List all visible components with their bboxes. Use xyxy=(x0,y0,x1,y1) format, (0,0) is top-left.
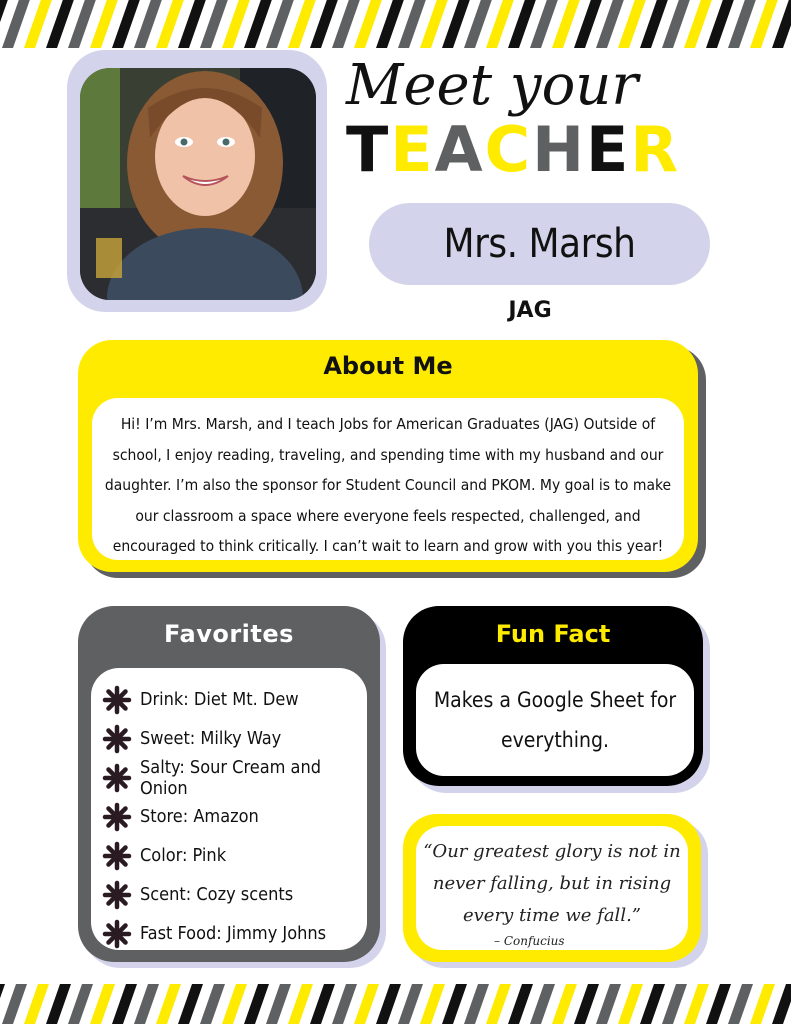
favorite-item-text: Salty: Sour Cream and Onion xyxy=(140,756,322,799)
stripe xyxy=(574,0,602,48)
favorite-item-text: Scent: Cozy scents xyxy=(140,884,294,905)
stripe xyxy=(662,984,687,1024)
stripe xyxy=(354,984,379,1024)
stripe xyxy=(68,0,96,48)
title-letter: C xyxy=(484,113,533,186)
favorite-item xyxy=(102,797,372,836)
title-letter: R xyxy=(630,113,681,186)
top-stripe-border xyxy=(0,0,791,48)
stripe xyxy=(750,984,775,1024)
stripe xyxy=(288,984,313,1024)
stripe xyxy=(464,984,489,1024)
stripe xyxy=(376,0,404,48)
stripe xyxy=(618,984,643,1024)
stripe xyxy=(420,984,445,1024)
favorite-item-text: Color: Pink xyxy=(140,845,227,866)
stripe xyxy=(574,984,599,1024)
stripe xyxy=(68,984,93,1024)
title-letter: T xyxy=(346,113,391,186)
stripe xyxy=(486,0,514,48)
stripe xyxy=(178,984,203,1024)
stripe xyxy=(46,984,71,1024)
stripe xyxy=(244,0,272,48)
stripe xyxy=(24,0,52,48)
stripe xyxy=(178,0,206,48)
asterisk-icon xyxy=(102,919,132,949)
stripe xyxy=(662,0,690,48)
teacher-photo xyxy=(80,68,316,300)
bottom-stripe-border xyxy=(0,984,791,1024)
teacher-name: Mrs. Marsh xyxy=(369,203,710,285)
favorites-list xyxy=(102,680,372,953)
stripe xyxy=(310,984,335,1024)
stripe xyxy=(200,0,228,48)
stripe xyxy=(332,0,360,48)
stripe xyxy=(442,984,467,1024)
stripe xyxy=(266,984,291,1024)
stripe xyxy=(640,984,665,1024)
title-letter: E xyxy=(390,113,435,186)
fun-fact-title: Fun Fact xyxy=(495,620,611,648)
favorite-item-text: Fast Food: Jimmy Johns xyxy=(140,923,327,944)
stripe xyxy=(398,0,426,48)
stripe xyxy=(376,984,401,1024)
about-title: About Me xyxy=(323,352,453,380)
stripe xyxy=(596,0,624,48)
stripe xyxy=(90,984,115,1024)
asterisk-icon xyxy=(102,763,132,793)
favorites-title: Favorites xyxy=(164,620,294,648)
stripe xyxy=(530,0,558,48)
favorite-item xyxy=(102,836,372,875)
stripe xyxy=(244,984,269,1024)
stripe xyxy=(222,984,247,1024)
stripe xyxy=(508,984,533,1024)
stripe xyxy=(618,0,646,48)
favorite-item xyxy=(102,719,372,758)
meet-your-text: Meet your xyxy=(346,53,639,118)
asterisk-icon xyxy=(102,685,132,715)
stripe xyxy=(728,0,756,48)
favorite-item xyxy=(102,680,372,719)
stripe xyxy=(464,0,492,48)
stripe xyxy=(684,0,712,48)
stripe xyxy=(2,0,30,48)
stripe xyxy=(420,0,448,48)
favorite-item-text: Sweet: Milky Way xyxy=(140,728,282,749)
stripe xyxy=(706,0,734,48)
stripe xyxy=(46,0,74,48)
fun-fact-text: Makes a Google Sheet for everything. xyxy=(433,688,677,752)
stripe xyxy=(200,984,225,1024)
favorite-item xyxy=(102,758,372,797)
stripe xyxy=(552,984,577,1024)
stripe xyxy=(112,0,140,48)
title-letter: E xyxy=(586,113,631,186)
asterisk-icon xyxy=(102,802,132,832)
stripe xyxy=(134,0,162,48)
stripe xyxy=(156,0,184,48)
stripe xyxy=(596,984,621,1024)
subject-label: JAG xyxy=(508,298,552,323)
asterisk-icon xyxy=(102,880,132,910)
favorite-item xyxy=(102,914,372,953)
stripe xyxy=(442,0,470,48)
stripe xyxy=(156,984,181,1024)
favorite-item-text: Drink: Diet Mt. Dew xyxy=(140,689,299,710)
quote-text: “Our greatest glory is not in never falling, but in rising every time we fall.” xyxy=(423,841,681,926)
stripe xyxy=(728,984,753,1024)
stripe xyxy=(486,984,511,1024)
stripe xyxy=(552,0,580,48)
stripe xyxy=(310,0,338,48)
stripe xyxy=(288,0,316,48)
stripe xyxy=(530,984,555,1024)
stripe xyxy=(750,0,778,48)
asterisk-icon xyxy=(102,841,132,871)
stripe xyxy=(332,984,357,1024)
title-letter: H xyxy=(532,113,587,186)
teacher-title xyxy=(346,113,681,186)
stripe xyxy=(772,984,791,1024)
stripe xyxy=(684,984,709,1024)
asterisk-icon xyxy=(102,724,132,754)
quote-author: – Confucius xyxy=(494,934,565,948)
stripe xyxy=(706,984,731,1024)
stripe xyxy=(112,984,137,1024)
favorite-item-text: Store: Amazon xyxy=(140,806,259,827)
stripe xyxy=(134,984,159,1024)
stripe xyxy=(640,0,668,48)
stripe xyxy=(266,0,294,48)
about-text: Hi! I’m Mrs. Marsh, and I teach Jobs for American Graduates (JAG) Outside of school, I enjoy reading, traveling, and spending time with my husband and our daughter. I’m also the sponsor for Student Council and PKOM. My goal is to make our classroom a space where everyone feels respected, challenged, and encouraged to think critically. I can’t wait to learn and grow with you this year! xyxy=(104,415,672,555)
title-letter: A xyxy=(434,113,485,186)
stripe xyxy=(90,0,118,48)
stripe xyxy=(508,0,536,48)
stripe xyxy=(24,984,49,1024)
stripe xyxy=(354,0,382,48)
stripe xyxy=(2,984,27,1024)
stripe xyxy=(398,984,423,1024)
stripe xyxy=(222,0,250,48)
favorite-item xyxy=(102,875,372,914)
